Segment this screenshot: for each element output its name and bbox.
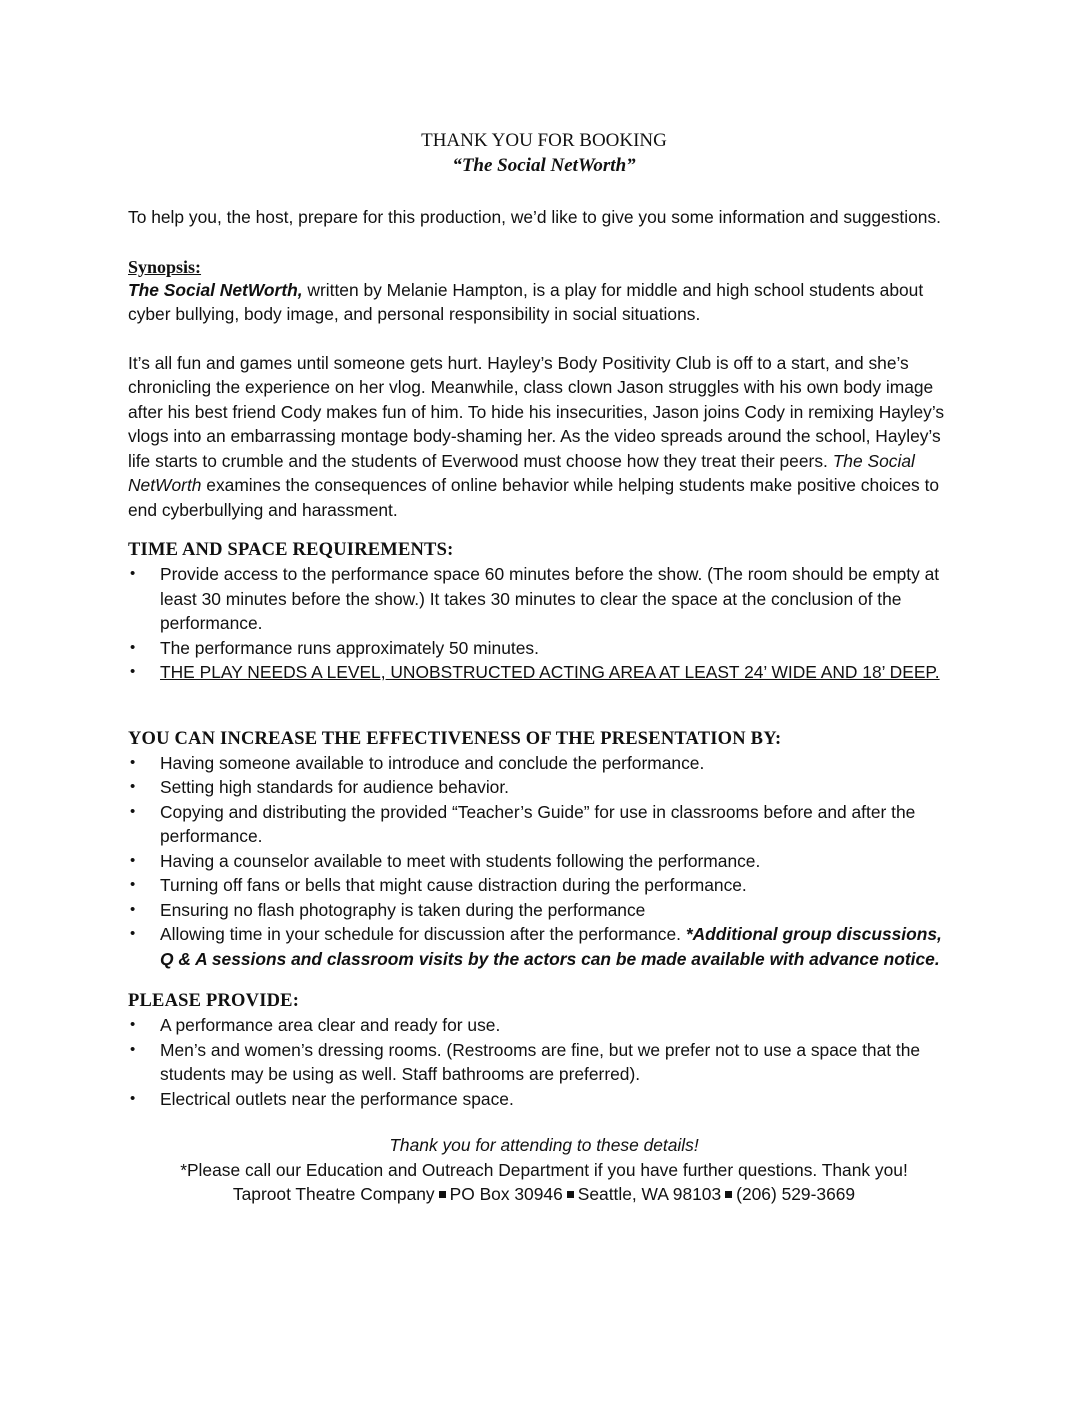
bullet-icon: •: [130, 663, 136, 680]
time-space-list: [128, 562, 960, 685]
bullet-icon: •: [130, 1089, 136, 1107]
list-item: [128, 636, 960, 661]
list-item-text: Having someone available to introduce and conclude the performance.: [160, 752, 705, 773]
square-bullet-icon: [439, 1191, 446, 1198]
list-item: [128, 873, 960, 898]
booking-header: [128, 128, 960, 178]
list-item: [128, 1087, 960, 1112]
list-item-text: Copying and distributing the provided “Teacher’s Guide” for use in classrooms before and after the performance.: [160, 801, 916, 846]
list-item: [128, 562, 960, 636]
list-item-text: Having a counselor available to meet with students following the performance.: [160, 850, 761, 871]
list-item-text: Setting high standards for audience behavior.: [160, 777, 510, 797]
po-box: PO Box 30946: [449, 1184, 563, 1204]
footer-address-line: [128, 1182, 960, 1207]
page-title: THANK YOU FOR BOOKING: [421, 130, 667, 151]
list-item: [128, 660, 960, 685]
synopsis-heading: Synopsis:: [128, 256, 202, 277]
phone-number: (206) 529-3669: [736, 1184, 856, 1204]
synopsis-play-title: The Social NetWorth,: [128, 279, 303, 300]
list-item-text: A performance area clear and ready for use.: [160, 1015, 501, 1035]
bullet-icon: •: [130, 1016, 136, 1033]
bullet-icon: •: [130, 565, 136, 582]
synopsis-p2-end: examines the consequences of online behavior while helping students make positive choices to end cyberbullying and harassment.: [128, 475, 940, 520]
bullet-icon: •: [130, 638, 136, 656]
synopsis-p2-start: It’s all fun and games until someone gets hurt. Hayley’s Body Positivity Club is off to a start, and she’s chronicling the experience on her vlog. Meanwhile, class clown Jason struggles with his own body image after his best friend Cody makes fun of him. To hide his insecurities, Jason joins Cody in remixing Hayley’s vlogs into an embarrassing montage body-shaming her. As the video spreads around the school, Hayley’s life starts to crumble and the students of Everwood must choose how they treat their peers.: [128, 352, 945, 471]
synopsis-paragraph-1: [128, 278, 960, 327]
bullet-icon: •: [130, 753, 136, 771]
increase-effectiveness-list: [128, 751, 960, 972]
list-item: [128, 775, 960, 800]
list-item: [128, 800, 960, 849]
increase-effectiveness-heading: YOU CAN INCREASE THE EFFECTIVENESS OF THE PRESENTATION BY:: [128, 728, 782, 749]
please-provide-list: [128, 1013, 960, 1111]
footer-contact-note: *Please call our Education and Outreach Department if you have further questions. Thank you!: [180, 1159, 908, 1180]
please-provide-heading: PLEASE PROVIDE:: [128, 991, 300, 1011]
advance-notice-note: *Additional group discussions, Q & A sessions and classroom visits by the actors can be made available with advance notice.: [160, 924, 942, 969]
bullet-icon: •: [130, 876, 136, 893]
intro-paragraph: To help you, the host, prepare for this production, we’d like to give you some information and suggestions.: [128, 207, 941, 227]
synopsis-p1-text: written by Melanie Hampton, is a play for middle and high school students about cyber bullying, body image, and personal responsibility in social situations.: [128, 279, 924, 324]
synopsis-paragraph-2: [128, 351, 960, 523]
list-item: [128, 849, 960, 874]
bullet-icon: •: [130, 778, 136, 795]
acting-area-requirement: THE PLAY NEEDS A LEVEL, UNOBSTRUCTED ACTING AREA AT LEAST 24’ WIDE AND 18’ DEEP.: [160, 662, 940, 682]
bullet-icon: •: [130, 900, 136, 918]
square-bullet-icon: [567, 1191, 574, 1198]
list-item: [128, 922, 960, 971]
list-item: [128, 1013, 960, 1038]
list-item-text: Electrical outlets near the performance space.: [160, 1088, 514, 1109]
list-item-text: Ensuring no flash photography is taken during the performance: [160, 899, 646, 920]
square-bullet-icon: [725, 1191, 732, 1198]
synopsis-p2-title: The Social NetWorth: [128, 450, 915, 495]
bullet-icon: •: [130, 1040, 136, 1058]
bullet-icon: •: [130, 925, 136, 942]
list-item-text: Men’s and women’s dressing rooms. (Restrooms are fine, but we prefer not to use a space that the students may be using as well. Staff bathrooms are preferred).: [160, 1039, 921, 1084]
list-item: [128, 1038, 960, 1087]
company-name: Taproot Theatre Company: [232, 1184, 435, 1204]
bullet-icon: •: [130, 802, 136, 820]
footer-thanks: Thank you for attending to these details!: [389, 1135, 699, 1155]
list-item: [128, 751, 960, 776]
list-item: [128, 898, 960, 923]
list-item-text: Provide access to the performance space 60 minutes before the show. (The room should be empty at least 30 minutes before the show.) It takes 30 minutes to clear the space at the conclusion of the performance.: [160, 564, 940, 633]
play-title: “The Social NetWorth”: [452, 155, 636, 176]
bullet-icon: •: [130, 851, 136, 869]
footer: [128, 1133, 960, 1207]
document-content: [128, 128, 960, 1207]
list-item-text: Turning off fans or bells that might cause distraction during the performance.: [160, 875, 747, 895]
city-state-zip: Seattle, WA 98103: [577, 1184, 722, 1204]
time-space-heading: TIME AND SPACE REQUIREMENTS:: [128, 540, 454, 560]
list-item-text: The performance runs approximately 50 minutes.: [160, 637, 539, 658]
list-item-text: Allowing time in your schedule for discussion after the performance.: [160, 924, 686, 944]
